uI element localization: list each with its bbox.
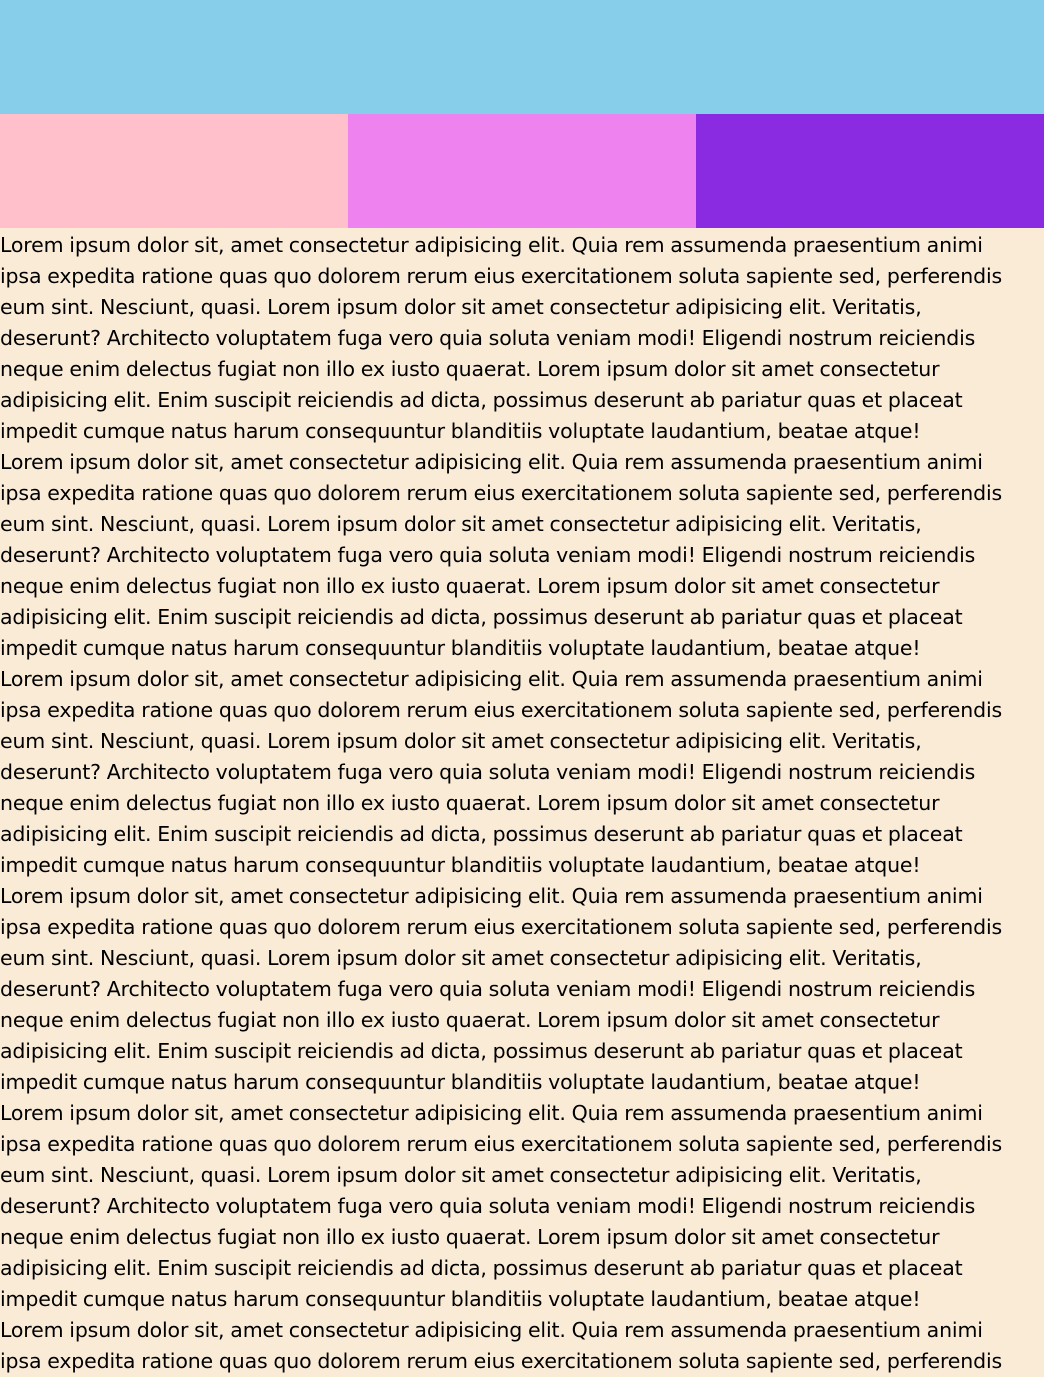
lorem-paragraph: Lorem ipsum dolor sit, amet consectetur adipisicing elit. Quia rem assumenda praesentium animi ipsa expedita ratione quas quo dolorem rerum eius exercitationem soluta sapiente sed, perferendis eum sint. Nesciunt, quasi. Lorem ipsum dolor sit amet consectetur adipisicing elit. Veritatis, deserunt? Architecto voluptatem fuga vero quia soluta veniam modi! Eligendi nostrum reiciendis neque enim delectus fugiat non illo ex iusto quaerat. Lorem ipsum dolor sit amet consectetur adipisicing elit. Enim suscipit reiciendis ad dicta, possimus deserunt ab pariatur quas et placeat impedit cumque natus harum consequuntur blanditiis voluptate laudantium, beatae atque! [0, 233, 1003, 443]
blueviolet-block [696, 114, 1044, 228]
pink-block [0, 114, 348, 228]
lorem-paragraph: Lorem ipsum dolor sit, amet consectetur adipisicing elit. Quia rem assumenda praesentium animi ipsa expedita ratione quas quo dolorem rerum eius exercitationem soluta sapiente sed, perferendis eum sint. Nesciunt, quasi. Lorem ipsum dolor sit amet consectetur adipisicing elit. Veritatis, deserunt? Architecto voluptatem fuga vero quia soluta veniam modi! Eligendi nostrum reiciendis neque enim delectus fugiat non illo ex iusto quaerat. Lorem ipsum dolor sit amet consectetur adipisicing elit. Enim suscipit reiciendis ad dicta, possimus deserunt ab pariatur quas et placeat impedit cumque natus harum consequuntur blanditiis voluptate laudantium, beatae atque! [0, 450, 1003, 660]
lorem-content [0, 228, 1044, 1377]
header-banner [0, 0, 1044, 114]
lorem-paragraph: Lorem ipsum dolor sit, amet consectetur adipisicing elit. Quia rem assumenda praesentium animi ipsa expedita ratione quas quo dolorem rerum eius exercitationem soluta sapiente sed, perferendis eum sint. Nesciunt, quasi. Lorem ipsum dolor sit amet consectetur adipisicing elit. Veritatis, deserunt? Architecto voluptatem fuga vero quia soluta veniam modi! Eligendi nostrum reiciendis neque enim delectus fugiat non illo ex iusto quaerat. Lorem ipsum dolor sit amet consectetur adipisicing elit. Enim suscipit reiciendis ad dicta, possimus deserunt ab pariatur quas et placeat impedit cumque natus harum consequuntur blanditiis voluptate laudantium, beatae atque! [0, 1101, 1003, 1311]
violet-block [348, 114, 696, 228]
lorem-paragraph: Lorem ipsum dolor sit, amet consectetur adipisicing elit. Quia rem assumenda praesentium animi ipsa expedita ratione quas quo dolorem rerum eius exercitationem soluta sapiente sed, perferendis eum sint. Nesciunt, quasi. Lorem ipsum dolor sit amet consectetur adipisicing elit. Veritatis, deserunt? Architecto voluptatem fuga vero quia soluta veniam modi! Eligendi nostrum reiciendis neque enim delectus fugiat non illo ex iusto quaerat. Lorem ipsum dolor sit amet consectetur adipisicing elit. Enim suscipit reiciendis ad dicta, possimus deserunt ab pariatur quas et placeat impedit cumque natus harum consequuntur blanditiis voluptate laudantium, beatae atque! [0, 667, 1003, 877]
lorem-paragraph: Lorem ipsum dolor sit, amet consectetur adipisicing elit. Quia rem assumenda praesentium animi ipsa expedita ratione quas quo dolorem rerum eius exercitationem soluta sapiente sed, perferendis [0, 1318, 1003, 1373]
color-block-row [0, 114, 1044, 228]
lorem-paragraph: Lorem ipsum dolor sit, amet consectetur adipisicing elit. Quia rem assumenda praesentium animi ipsa expedita ratione quas quo dolorem rerum eius exercitationem soluta sapiente sed, perferendis eum sint. Nesciunt, quasi. Lorem ipsum dolor sit amet consectetur adipisicing elit. Veritatis, deserunt? Architecto voluptatem fuga vero quia soluta veniam modi! Eligendi nostrum reiciendis neque enim delectus fugiat non illo ex iusto quaerat. Lorem ipsum dolor sit amet consectetur adipisicing elit. Enim suscipit reiciendis ad dicta, possimus deserunt ab pariatur quas et placeat impedit cumque natus harum consequuntur blanditiis voluptate laudantium, beatae atque! [0, 884, 1003, 1094]
